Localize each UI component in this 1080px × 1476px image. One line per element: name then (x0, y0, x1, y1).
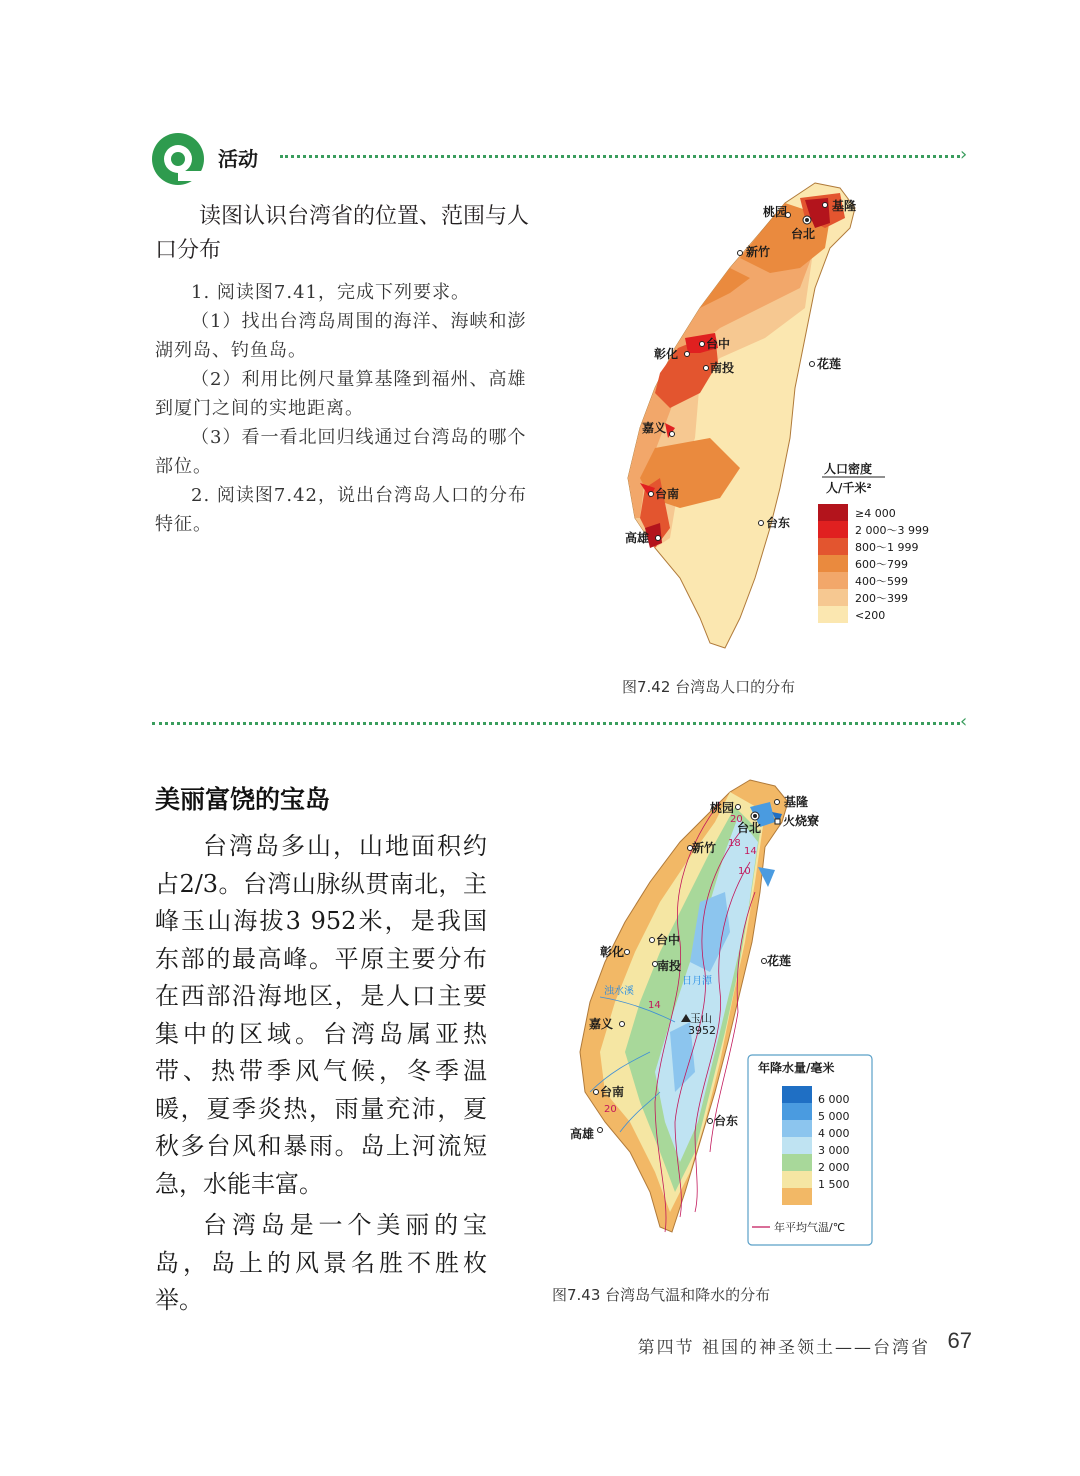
legend-unit: 人/千米² (826, 481, 872, 495)
climate-map (560, 772, 890, 1252)
legend-label: 800～1 999 (855, 541, 919, 554)
city-label: 台中 (656, 933, 681, 947)
city-label: 花莲 (817, 357, 842, 371)
city-label: 花莲 (767, 954, 792, 968)
city-label: 南投 (657, 959, 682, 973)
legend-label: ≥4 000 (855, 507, 896, 520)
activity-top-divider (280, 155, 960, 158)
activity-item: （2）利用比例尺量算基隆到福州、高雄到厦门之间的实地距离。 (155, 369, 527, 419)
legend-label: 400～599 (855, 575, 908, 588)
activity-icon (150, 131, 206, 187)
legend-label: <200 (855, 609, 886, 622)
legend-title: 年降水量/毫米 (758, 1061, 835, 1075)
legend-label: 2 000～3 999 (855, 524, 929, 537)
isotherm-label: 14 (648, 1000, 661, 1011)
city-label: 高雄 (625, 531, 650, 545)
legend-label: 600～799 (855, 558, 908, 571)
city-label: 火烧寮 (783, 814, 820, 828)
precipitation-legend (748, 1055, 872, 1245)
isotherm-label: 20 (604, 1104, 617, 1115)
divider-arrow-icon: ‹ (960, 711, 968, 732)
activity-item: （3）看一看北回归线通过台湾岛的哪个部位。 (155, 427, 527, 477)
section-body (155, 828, 487, 1320)
city-label: 高雄 (570, 1127, 595, 1141)
activity-bottom-divider (152, 722, 960, 725)
city-label: 彰化 (600, 945, 625, 959)
legend-label: 2 000 (818, 1161, 850, 1174)
legend-label: 1 500 (818, 1178, 850, 1191)
city-label: 桃园 (710, 801, 735, 815)
isotherm-legend-label: 年平均气温/℃ (774, 1221, 846, 1234)
body-paragraph: 台湾岛多山，山地面积约占2/3。台湾山脉纵贯南北，主峰玉山海拔3 952米，是我国东部的最高峰。平原主要分布在西部沿海地区，是人口主要集中的区域。台湾岛属亚热带、热带季风气候，冬季温暖，夏季炎热，雨量充沛，夏秋多台风和暴雨。岛上河流短急，水能丰富。 (155, 832, 487, 1198)
city-label: 桃园 (763, 205, 788, 219)
population-legend (818, 461, 929, 623)
isotherm-label: 20 (730, 814, 743, 825)
activity-items (155, 278, 545, 539)
river-label: 浊水溪 (604, 986, 634, 997)
city-label: 嘉义 (642, 421, 667, 435)
peak-elevation: 3952 (688, 1024, 716, 1037)
legend-label: 4 000 (818, 1127, 850, 1140)
activity-lead: 读图认识台湾省的位置、范围与人口分布 (155, 204, 530, 263)
peak-label: 玉山 (690, 1012, 712, 1025)
city-label: 台北 (791, 227, 816, 241)
city-label: 新竹 (746, 245, 771, 259)
city-label: 台东 (766, 516, 791, 530)
isotherm-label: 18 (728, 838, 741, 849)
legend-label: 5 000 (818, 1110, 850, 1123)
legend-label: 200～399 (855, 592, 908, 605)
body-paragraph: 台湾岛是一个美丽的宝岛，岛上的风景名胜不胜枚举。 (155, 1211, 487, 1314)
isotherm-label: 10 (738, 866, 751, 877)
city-label: 新竹 (692, 841, 717, 855)
legend-label: 6 000 (818, 1093, 850, 1106)
population-density-map (600, 178, 960, 668)
figure-caption-742: 图7.42 台湾岛人口的分布 (622, 678, 796, 696)
activity-item: （1）找出台湾岛周围的海洋、海峡和澎湖列岛、钓鱼岛。 (155, 311, 527, 361)
legend-label: 3 000 (818, 1144, 850, 1157)
section-title: 美丽富饶的宝岛 (155, 785, 331, 814)
divider-arrow-icon: › (960, 144, 968, 165)
city-label: 南投 (710, 361, 735, 375)
city-label: 台北 (737, 821, 762, 835)
city-label: 基隆 (832, 199, 857, 213)
activity-item: 2. 阅读图7.42，说出台湾岛人口的分布特征。 (155, 485, 527, 535)
city-label: 嘉义 (589, 1017, 614, 1031)
city-label: 台中 (706, 337, 731, 351)
activity-item: 1. 阅读图7.41，完成下列要求。 (191, 282, 470, 303)
city-label: 彰化 (654, 347, 679, 361)
city-label: 基隆 (784, 795, 809, 809)
footer-section-title: 第四节 祖国的神圣领土——台湾省 (637, 1338, 930, 1358)
lake-label: 日月潭 (682, 976, 712, 987)
city-label: 台南 (600, 1085, 625, 1099)
figure-caption-743: 图7.43 台湾岛气温和降水的分布 (552, 1286, 771, 1304)
activity-title: 活动 (218, 147, 258, 171)
isotherm-label: 14 (744, 846, 757, 857)
legend-title: 人口密度 (824, 462, 873, 476)
city-label: 台东 (714, 1114, 739, 1128)
page-number: 67 (947, 1328, 972, 1353)
city-label: 台南 (655, 487, 680, 501)
